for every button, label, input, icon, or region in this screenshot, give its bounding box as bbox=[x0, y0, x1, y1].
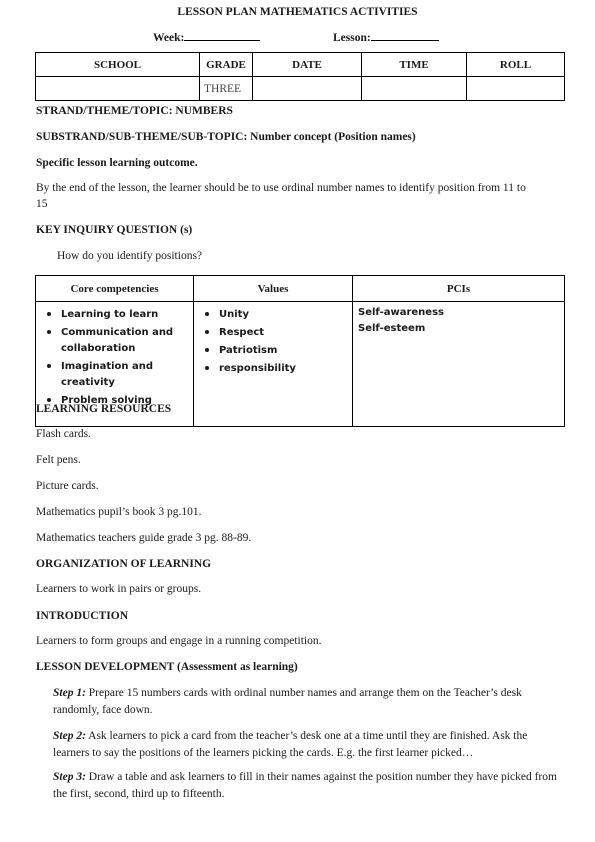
header-values: Values bbox=[194, 276, 353, 302]
lesson-label: Lesson: bbox=[333, 32, 371, 44]
lesson-header-table bbox=[35, 52, 565, 101]
resource-item: Mathematics teachers guide grade 3 pg. 88-89. bbox=[36, 532, 252, 544]
introduction-text: Learners to form groups and engage in a running competition. bbox=[36, 635, 322, 647]
introduction-heading: INTRODUCTION bbox=[36, 610, 129, 622]
week-label: Week: bbox=[153, 32, 185, 44]
list-item: • Respect bbox=[219, 323, 351, 341]
resource-item: Mathematics pupil’s book 3 pg.101. bbox=[36, 506, 202, 518]
outcome-text-line1: By the end of the lesson, the learner should be to use ordinal number names to identify position from 11 to bbox=[36, 182, 526, 194]
organization-heading: ORGANIZATION OF LEARNING bbox=[36, 558, 212, 570]
header-grade: GRADE bbox=[200, 53, 253, 77]
list-item: • Patriotism bbox=[219, 341, 351, 359]
header-school: SCHOOL bbox=[36, 53, 200, 77]
step-label: Step 1: bbox=[53, 687, 86, 699]
lesson-development-heading: LESSON DEVELOPMENT (Assessment as learning) bbox=[36, 661, 298, 673]
value-school bbox=[36, 77, 200, 101]
page-title: LESSON PLAN MATHEMATICS ACTIVITIES bbox=[177, 6, 418, 18]
step-text: Ask learners to pick a card from the teacher’s desk one at a time until they are finished. Ask the learners to say the positions of the learners picking the cards. E.g. the first learner picked… bbox=[53, 730, 528, 759]
list-item: • Communication and collaboration bbox=[61, 323, 192, 357]
resource-item: Felt pens. bbox=[36, 454, 81, 466]
step-text: Draw a table and ask learners to fill in their names against the position number they have picked from the first, second, third up to fifteenth. bbox=[53, 771, 557, 800]
organization-text: Learners to work in pairs or groups. bbox=[36, 583, 202, 595]
step-3 bbox=[53, 769, 563, 803]
value-grade: THREE bbox=[200, 77, 253, 101]
lesson-field bbox=[333, 29, 439, 44]
competency-header-row bbox=[36, 276, 565, 302]
list-item: • Unity bbox=[219, 305, 351, 323]
resource-item: Picture cards. bbox=[36, 480, 99, 492]
list-item: • Problem solving bbox=[61, 391, 192, 409]
header-time: TIME bbox=[362, 53, 467, 77]
header-date: DATE bbox=[253, 53, 362, 77]
week-blank bbox=[184, 29, 260, 41]
value-time bbox=[362, 77, 467, 101]
pci-item: Self-awareness bbox=[358, 307, 444, 318]
key-inquiry-heading: KEY INQUIRY QUESTION (s) bbox=[36, 224, 193, 236]
key-inquiry-question: How do you identify positions? bbox=[57, 250, 203, 262]
step-2 bbox=[53, 728, 563, 762]
value-row bbox=[36, 77, 565, 101]
header-roll: ROLL bbox=[467, 53, 565, 77]
learning-resources-heading: LEARNING RESOURCES bbox=[36, 403, 172, 415]
week-field bbox=[153, 29, 260, 44]
list-item: • responsibility bbox=[219, 359, 351, 377]
step-1 bbox=[53, 685, 563, 719]
specific-outcome-heading: Specific lesson learning outcome. bbox=[36, 157, 198, 169]
strand-heading: STRAND/THEME/TOPIC: NUMBERS bbox=[36, 105, 233, 117]
step-text: Prepare 15 numbers cards with ordinal number names and arrange them on the Teacher’s desk randomly, face down. bbox=[53, 687, 522, 716]
pcis-cell bbox=[353, 302, 565, 427]
resource-item: Flash cards. bbox=[36, 428, 91, 440]
values-cell bbox=[194, 302, 353, 427]
pci-item: Self-esteem bbox=[358, 323, 426, 334]
core-competencies-list bbox=[37, 305, 192, 409]
values-list bbox=[195, 305, 351, 377]
header-row bbox=[36, 53, 565, 77]
header-core-competencies: Core competencies bbox=[36, 276, 194, 302]
header-pcis: PCIs bbox=[353, 276, 565, 302]
lesson-blank bbox=[371, 29, 439, 41]
outcome-text-line2: 15 bbox=[36, 198, 48, 210]
value-date bbox=[253, 77, 362, 101]
list-item: • Learning to learn bbox=[61, 305, 192, 323]
step-label: Step 3: bbox=[53, 771, 86, 783]
step-label: Step 2: bbox=[53, 730, 86, 742]
list-item: • Imagination and creativity bbox=[61, 357, 192, 391]
value-roll bbox=[467, 77, 565, 101]
substrand-heading: SUBSTRAND/SUB-THEME/SUB-TOPIC: Number concept (Position names) bbox=[36, 131, 416, 143]
